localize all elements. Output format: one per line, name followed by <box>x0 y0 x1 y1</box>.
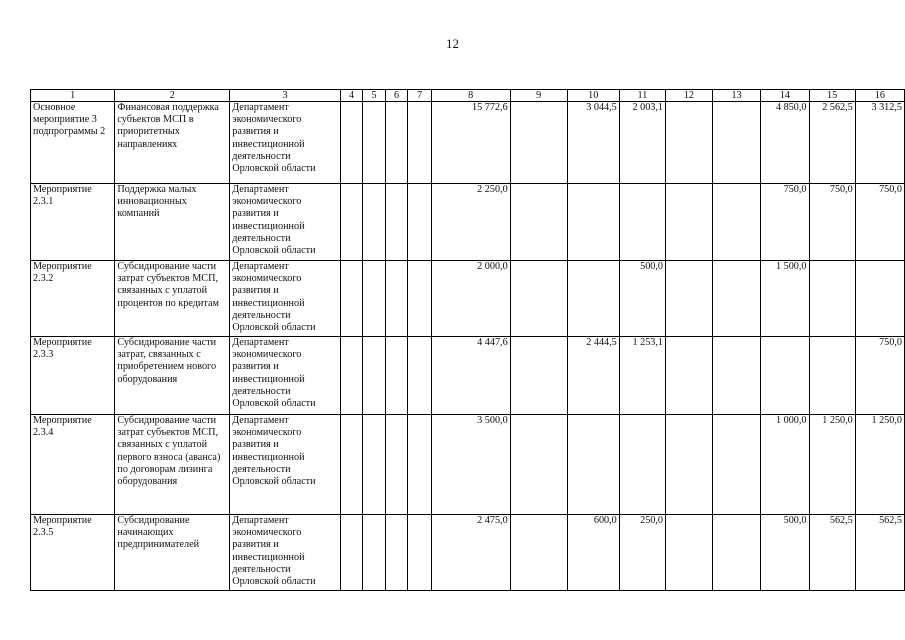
table-cell <box>340 415 362 515</box>
table-cell <box>761 337 809 415</box>
value-cell: 3 312,5 <box>855 102 904 184</box>
value-cell: 4 850,0 <box>761 102 809 184</box>
total-cell: 2 250,0 <box>431 184 510 261</box>
event-name-cell: Мероприятие 2.3.4 <box>31 415 115 515</box>
total-cell: 3 500,0 <box>431 415 510 515</box>
table-cell <box>666 415 713 515</box>
column-header: 3 <box>230 90 341 102</box>
value-cell: 750,0 <box>761 184 809 261</box>
column-header: 15 <box>809 90 855 102</box>
table-cell <box>363 102 385 184</box>
table-cell <box>712 415 761 515</box>
value-cell: 500,0 <box>619 261 665 337</box>
table-row <box>31 337 905 415</box>
table-cell <box>408 261 431 337</box>
executor-cell: Департамент экономического развития и инвестиционной деятельности Орловской области <box>230 261 341 337</box>
value-cell: 1 253,1 <box>619 337 665 415</box>
table-cell <box>408 337 431 415</box>
event-name-cell: Мероприятие 2.3.5 <box>31 515 115 591</box>
table-cell <box>340 102 362 184</box>
table-row <box>31 415 905 515</box>
column-header: 14 <box>761 90 809 102</box>
executor-cell: Департамент экономического развития и инвестиционной деятельности Орловской области <box>230 415 341 515</box>
total-cell: 2 475,0 <box>431 515 510 591</box>
table-row <box>31 261 905 337</box>
table-cell <box>385 261 407 337</box>
value-cell: 1 000,0 <box>761 415 809 515</box>
column-header: 7 <box>408 90 431 102</box>
table-cell <box>666 261 713 337</box>
table-cell <box>363 415 385 515</box>
value-cell: 562,5 <box>809 515 855 591</box>
column-header: 1 <box>31 90 115 102</box>
table-cell <box>385 184 407 261</box>
table-cell <box>408 102 431 184</box>
executor-cell: Департамент экономического развития и инвестиционной деятельности Орловской области <box>230 515 341 591</box>
program-table <box>30 89 905 591</box>
table-cell <box>510 337 567 415</box>
table-cell <box>363 261 385 337</box>
total-cell: 2 000,0 <box>431 261 510 337</box>
event-name-cell: Мероприятие 2.3.2 <box>31 261 115 337</box>
value-cell: 750,0 <box>809 184 855 261</box>
column-header: 12 <box>666 90 713 102</box>
table-cell <box>408 184 431 261</box>
table-cell <box>340 184 362 261</box>
total-cell: 4 447,6 <box>431 337 510 415</box>
event-description-cell: Субсидирование начинающих предпринимателей <box>115 515 230 591</box>
table-cell <box>340 515 362 591</box>
table-cell <box>809 337 855 415</box>
table-cell <box>510 102 567 184</box>
value-cell: 500,0 <box>761 515 809 591</box>
table-cell <box>666 102 713 184</box>
event-name-cell: Мероприятие 2.3.1 <box>31 184 115 261</box>
table-cell <box>385 102 407 184</box>
column-header: 9 <box>510 90 567 102</box>
table-cell <box>510 184 567 261</box>
table-cell <box>363 337 385 415</box>
column-header: 2 <box>115 90 230 102</box>
table-row <box>31 184 905 261</box>
table-cell <box>363 184 385 261</box>
table-cell <box>567 184 619 261</box>
column-header: 11 <box>619 90 665 102</box>
event-description-cell: Финансовая поддержка субъектов МСП в приоритетных направлениях <box>115 102 230 184</box>
event-description-cell: Субсидирование части затрат субъектов МСП, связанных с уплатой первого взноса (аванса) по договорам лизинга оборудования <box>115 415 230 515</box>
page-number: 12 <box>446 36 459 51</box>
table-cell <box>385 515 407 591</box>
table-cell <box>340 337 362 415</box>
table-cell <box>510 415 567 515</box>
table-cell <box>567 261 619 337</box>
value-cell: 600,0 <box>567 515 619 591</box>
value-cell: 1 500,0 <box>761 261 809 337</box>
table-cell <box>408 415 431 515</box>
event-description-cell: Субсидирование части затрат, связанных с приобретением нового оборудования <box>115 337 230 415</box>
executor-cell: Департамент экономического развития и инвестиционной деятельности Орловской области <box>230 102 341 184</box>
table-cell <box>712 261 761 337</box>
executor-cell: Департамент экономического развития и инвестиционной деятельности Орловской области <box>230 337 341 415</box>
value-cell: 2 444,5 <box>567 337 619 415</box>
header-row <box>31 90 905 102</box>
column-header: 8 <box>431 90 510 102</box>
column-header: 10 <box>567 90 619 102</box>
total-cell: 15 772,6 <box>431 102 510 184</box>
column-header: 13 <box>712 90 761 102</box>
table-cell <box>809 261 855 337</box>
value-cell: 750,0 <box>855 184 904 261</box>
event-name-cell: Основное мероприятие 3 подпрограммы 2 <box>31 102 115 184</box>
table-cell <box>619 415 665 515</box>
table-cell <box>385 337 407 415</box>
table-cell <box>712 184 761 261</box>
table-row <box>31 515 905 591</box>
table-cell <box>385 415 407 515</box>
event-description-cell: Поддержка малых инновационных компаний <box>115 184 230 261</box>
table-cell <box>712 515 761 591</box>
value-cell: 562,5 <box>855 515 904 591</box>
value-cell: 250,0 <box>619 515 665 591</box>
table-cell <box>510 261 567 337</box>
column-header: 16 <box>855 90 904 102</box>
table-cell <box>712 337 761 415</box>
value-cell: 1 250,0 <box>809 415 855 515</box>
event-name-cell: Мероприятие 2.3.3 <box>31 337 115 415</box>
column-header: 4 <box>340 90 362 102</box>
table-cell <box>619 184 665 261</box>
event-description-cell: Субсидирование части затрат субъектов МСП, связанных с уплатой процентов по кредитам <box>115 261 230 337</box>
column-header: 6 <box>385 90 407 102</box>
table-cell <box>712 102 761 184</box>
table-cell <box>340 261 362 337</box>
table-cell <box>408 515 431 591</box>
table-cell <box>510 515 567 591</box>
table-cell <box>666 184 713 261</box>
table-cell <box>363 515 385 591</box>
table-cell <box>855 261 904 337</box>
executor-cell: Департамент экономического развития и инвестиционной деятельности Орловской области <box>230 184 341 261</box>
value-cell: 750,0 <box>855 337 904 415</box>
column-header: 5 <box>363 90 385 102</box>
value-cell: 3 044,5 <box>567 102 619 184</box>
value-cell: 1 250,0 <box>855 415 904 515</box>
value-cell: 2 003,1 <box>619 102 665 184</box>
table-row <box>31 102 905 184</box>
table-cell <box>567 415 619 515</box>
table-cell <box>666 337 713 415</box>
table-cell <box>666 515 713 591</box>
value-cell: 2 562,5 <box>809 102 855 184</box>
